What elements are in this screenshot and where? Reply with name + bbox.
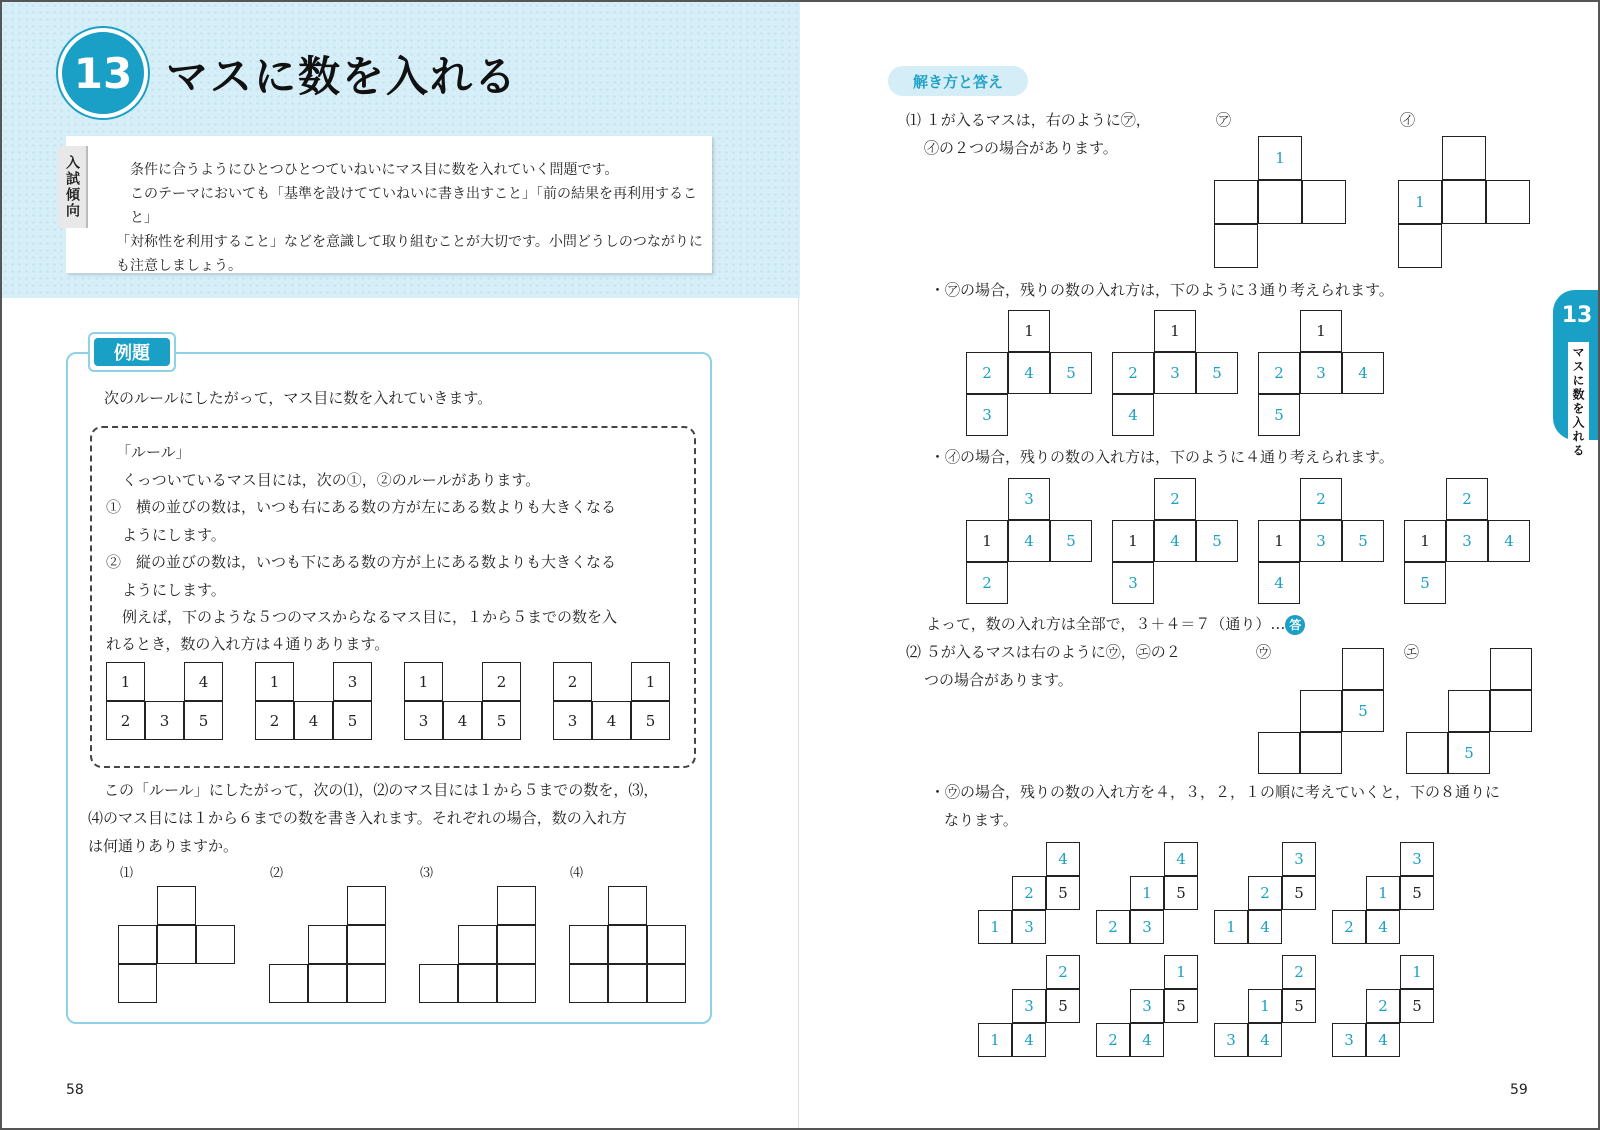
problem-cell — [347, 886, 386, 925]
sample-cell: 1 — [255, 662, 294, 701]
problem-cell — [569, 964, 608, 1003]
case-b-cell — [1442, 180, 1486, 224]
rule-line: ようにします。 — [122, 581, 226, 599]
c-grid-cell: 2 — [1046, 955, 1080, 989]
b-grid-cell: 4 — [1008, 520, 1050, 562]
sample-cell: 2 — [482, 662, 521, 701]
problem-cell — [608, 886, 647, 925]
rule-line: ① 横の並びの数は，いつも右にある数の方が左にある数よりも大きくなる — [106, 498, 617, 516]
case-a-cell — [1258, 180, 1302, 224]
page-title: マスに数を入れる — [166, 52, 519, 101]
example-intro: 次のルールにしたがって，マス目に数を入れていきます。 — [104, 389, 493, 407]
case-c-cell — [1300, 732, 1342, 774]
problem-cell — [497, 925, 536, 964]
rule-line: ② 縦の並びの数は，いつも下にある数の方が上にある数よりも大きくなる — [106, 553, 617, 571]
a-grid-cell: 4 — [1342, 352, 1384, 394]
p2-line: ⑵ ５が入るマスは右のように㋒，㋓の２ — [906, 643, 1181, 661]
b-grid-cell: 4 — [1258, 562, 1300, 604]
b-grid-cell: 5 — [1050, 520, 1092, 562]
side-tab-number: 13 — [1561, 302, 1593, 328]
sample-cell: 5 — [184, 701, 223, 740]
c-grid-cell: 2 — [1096, 1023, 1130, 1057]
c-grid-cell: 3 — [1130, 989, 1164, 1023]
sample-cell: 1 — [106, 662, 145, 701]
b-grid-cell: 2 — [1300, 478, 1342, 520]
c-grid-cell: 3 — [1400, 842, 1434, 876]
c-grid-cell: 1 — [1400, 955, 1434, 989]
c-grid-cell: 3 — [1332, 1023, 1366, 1057]
b-note: ・㋑の場合，残りの数の入れ方は，下のように４通り考えられます。 — [930, 448, 1394, 466]
c-grid-cell: 5 — [1400, 989, 1434, 1023]
problem-cell — [497, 964, 536, 1003]
a-grid-cell: 5 — [1258, 394, 1300, 436]
b-grid-cell: 1 — [1404, 520, 1446, 562]
b-grid-cell: 3 — [1008, 478, 1050, 520]
a-grid-cell: 5 — [1050, 352, 1092, 394]
problem-label: ⑴ — [120, 866, 134, 881]
problem-cell — [497, 886, 536, 925]
case-d-cell — [1490, 648, 1532, 690]
example-tag-label: 例題 — [94, 338, 170, 366]
a-grid-cell: 1 — [1300, 310, 1342, 352]
c-grid-cell: 4 — [1366, 910, 1400, 944]
c-grid-cell: 5 — [1400, 876, 1434, 910]
p1-answer — [926, 614, 1305, 635]
c-grid-cell: 2 — [1282, 955, 1316, 989]
sample-cell: 4 — [443, 701, 482, 740]
c-note-line: なります。 — [944, 811, 1018, 829]
problem-label: ⑶ — [420, 866, 434, 881]
sample-cell: 3 — [145, 701, 184, 740]
sample-cell: 4 — [592, 701, 631, 740]
case-b-cell — [1442, 136, 1486, 180]
sample-cell: 3 — [333, 662, 372, 701]
trend-line: も注意しましょう。 — [116, 258, 242, 274]
problem-cell — [308, 925, 347, 964]
problem-cell — [157, 886, 196, 925]
a-grid-cell: 5 — [1196, 352, 1238, 394]
chapter-number: 13 — [73, 48, 133, 98]
a-grid-cell: 3 — [1154, 352, 1196, 394]
trend-line: このテーマにおいても「基準を設けてていねいに書き出すこと」「前の結果を再利用すること」 — [130, 186, 697, 226]
p1-line: ⑴ １が入るマスは，右のように㋐， — [906, 111, 1151, 129]
sample-cell: 3 — [404, 701, 443, 740]
problem-cell — [269, 964, 308, 1003]
c-grid-cell: 3 — [1012, 910, 1046, 944]
b-grid-cell: 5 — [1342, 520, 1384, 562]
sample-cell: 2 — [553, 662, 592, 701]
b-grid-cell: 5 — [1196, 520, 1238, 562]
c-grid-cell: 4 — [1046, 842, 1080, 876]
c-grid-cell: 4 — [1366, 1023, 1400, 1057]
a-grid-cell: 2 — [1258, 352, 1300, 394]
c-grid-cell: 4 — [1248, 1023, 1282, 1057]
c-grid-cell: 3 — [1282, 842, 1316, 876]
c-grid-cell: 2 — [1248, 876, 1282, 910]
problem-cell — [308, 964, 347, 1003]
sample-cell: 4 — [294, 701, 333, 740]
c-grid-cell: 1 — [978, 910, 1012, 944]
c-grid-cell: 5 — [1164, 989, 1198, 1023]
a-grid-cell: 2 — [1112, 352, 1154, 394]
answer-badge: 答 — [1285, 615, 1305, 635]
c-grid-cell: 3 — [1130, 910, 1164, 944]
case-c-cell — [1342, 648, 1384, 690]
case-a-cell: 1 — [1258, 136, 1302, 180]
sample-cell: 5 — [333, 701, 372, 740]
a-grid-cell: 2 — [966, 352, 1008, 394]
rule-line: くっついているマス目には，次の①，②のルールがあります。 — [122, 471, 541, 489]
b-grid-cell: 3 — [1112, 562, 1154, 604]
problem-label: ⑷ — [570, 866, 584, 881]
sample-cell: 3 — [553, 701, 592, 740]
sample-cell: 1 — [404, 662, 443, 701]
problem-cell — [196, 925, 235, 964]
c-grid-cell: 2 — [1332, 910, 1366, 944]
c-grid-cell: 5 — [1046, 989, 1080, 1023]
problem-cell — [458, 925, 497, 964]
c-grid-cell: 1 — [1164, 955, 1198, 989]
problem-cell — [118, 925, 157, 964]
page-number-right: 59 — [1510, 1082, 1528, 1098]
problem-cell — [647, 925, 686, 964]
sample-cell: 1 — [631, 662, 670, 701]
c-grid-cell: 1 — [1366, 876, 1400, 910]
c-grid-cell: 5 — [1046, 876, 1080, 910]
case-b-cell: 1 — [1398, 180, 1442, 224]
c-grid-cell: 2 — [1366, 989, 1400, 1023]
side-tab-label: マスに数を入れる — [1568, 342, 1589, 462]
case-b-cell — [1486, 180, 1530, 224]
c-grid-cell: 2 — [1096, 910, 1130, 944]
problem-cell — [419, 964, 458, 1003]
problem-cell — [608, 925, 647, 964]
a-grid-cell: 3 — [966, 394, 1008, 436]
case-label-d: ㋓ — [1404, 643, 1420, 661]
rule-line: 例えば，下のような５つのマスからなるマス目に，１から５までの数を入 — [122, 608, 618, 626]
case-b-cell — [1398, 224, 1442, 268]
a-note: ・㋐の場合，残りの数の入れ方は，下のように３通り考えられます。 — [930, 281, 1394, 299]
case-d-cell: 5 — [1448, 732, 1490, 774]
problem-cell — [458, 964, 497, 1003]
c-grid-cell: 1 — [1214, 910, 1248, 944]
case-d-cell — [1448, 690, 1490, 732]
problem-cell — [647, 964, 686, 1003]
solution-pill: 解き方と答え — [888, 66, 1028, 96]
problem-cell — [118, 964, 157, 1003]
c-note-line: ・㋒の場合，残りの数の入れ方を４，３，２，１の順に考えていくと，下の８通りに — [930, 783, 1501, 801]
case-d-cell — [1406, 732, 1448, 774]
problem-cell — [347, 925, 386, 964]
sample-cell: 5 — [631, 701, 670, 740]
trend-text — [116, 158, 706, 278]
b-grid-cell: 3 — [1446, 520, 1488, 562]
rule-line: ようにします。 — [122, 526, 226, 544]
trend-line: 「対称性を利用すること」などを意識して取り組むことが大切です。小問どうしのつながりに — [116, 234, 703, 250]
c-grid-cell: 4 — [1164, 842, 1198, 876]
b-grid-cell: 2 — [1154, 478, 1196, 520]
problem-cell — [608, 964, 647, 1003]
trend-tab: 入試傾向 — [58, 146, 88, 228]
c-grid-cell: 5 — [1282, 989, 1316, 1023]
trend-line: 条件に合うようにひとつひとつていねいにマス目に数を入れていく問題です。 — [130, 162, 619, 178]
a-grid-cell: 4 — [1112, 394, 1154, 436]
a-grid-cell: 3 — [1300, 352, 1342, 394]
b-grid-cell: 4 — [1154, 520, 1196, 562]
case-c-cell: 5 — [1342, 690, 1384, 732]
case-a-cell — [1214, 224, 1258, 268]
c-grid-cell: 5 — [1282, 876, 1316, 910]
b-grid-cell: 2 — [1446, 478, 1488, 520]
b-grid-cell: 1 — [966, 520, 1008, 562]
sample-cell: 4 — [184, 662, 223, 701]
c-grid-cell: 5 — [1164, 876, 1198, 910]
b-grid-cell: 4 — [1488, 520, 1530, 562]
case-c-cell — [1258, 732, 1300, 774]
rule-line: れるとき，数の入れ方は４通りあります。 — [106, 635, 390, 653]
example-tag — [88, 332, 176, 372]
c-grid-cell: 1 — [1130, 876, 1164, 910]
p1-line: ㋑の２つの場合があります。 — [924, 139, 1118, 157]
chapter-number-badge — [58, 28, 148, 118]
b-grid-cell: 1 — [1112, 520, 1154, 562]
b-grid-cell: 5 — [1404, 562, 1446, 604]
question-line: は何通りありますか。 — [88, 837, 239, 855]
problem-cell — [569, 925, 608, 964]
a-grid-cell: 1 — [1154, 310, 1196, 352]
page-number-left: 58 — [66, 1082, 84, 1098]
sample-cell: 2 — [255, 701, 294, 740]
b-grid-cell: 3 — [1300, 520, 1342, 562]
problem-cell — [347, 964, 386, 1003]
question-line: ⑷のマス目には１から６までの数を書き入れます。それぞれの場合，数の入れ方 — [88, 809, 627, 827]
case-label-c: ㋒ — [1256, 643, 1272, 661]
rule-title: 「ルール」 — [116, 443, 191, 461]
question-line: この「ルール」にしたがって，次の⑴，⑵のマス目には１から５までの数を，⑶， — [104, 781, 659, 799]
problem-cell — [157, 925, 196, 964]
case-a-cell — [1214, 180, 1258, 224]
p1-answer-text: よって，数の入れ方は全部で，３＋４＝７（通り）… — [926, 615, 1286, 633]
c-grid-cell: 4 — [1130, 1023, 1164, 1057]
case-a-cell — [1302, 180, 1346, 224]
a-grid-cell: 1 — [1008, 310, 1050, 352]
case-label-a: ㋐ — [1216, 111, 1232, 129]
c-grid-cell: 4 — [1248, 910, 1282, 944]
case-c-cell — [1300, 690, 1342, 732]
case-label-b: ㋑ — [1400, 111, 1416, 129]
problem-label: ⑵ — [270, 866, 284, 881]
b-grid-cell: 2 — [966, 562, 1008, 604]
c-grid-cell: 4 — [1012, 1023, 1046, 1057]
p2-line: つの場合があります。 — [924, 671, 1073, 689]
c-grid-cell: 1 — [1248, 989, 1282, 1023]
c-grid-cell: 2 — [1012, 876, 1046, 910]
sample-cell: 5 — [482, 701, 521, 740]
c-grid-cell: 3 — [1214, 1023, 1248, 1057]
case-d-cell — [1490, 690, 1532, 732]
a-grid-cell: 4 — [1008, 352, 1050, 394]
sample-cell: 2 — [106, 701, 145, 740]
c-grid-cell: 3 — [1012, 989, 1046, 1023]
c-grid-cell: 1 — [978, 1023, 1012, 1057]
b-grid-cell: 1 — [1258, 520, 1300, 562]
